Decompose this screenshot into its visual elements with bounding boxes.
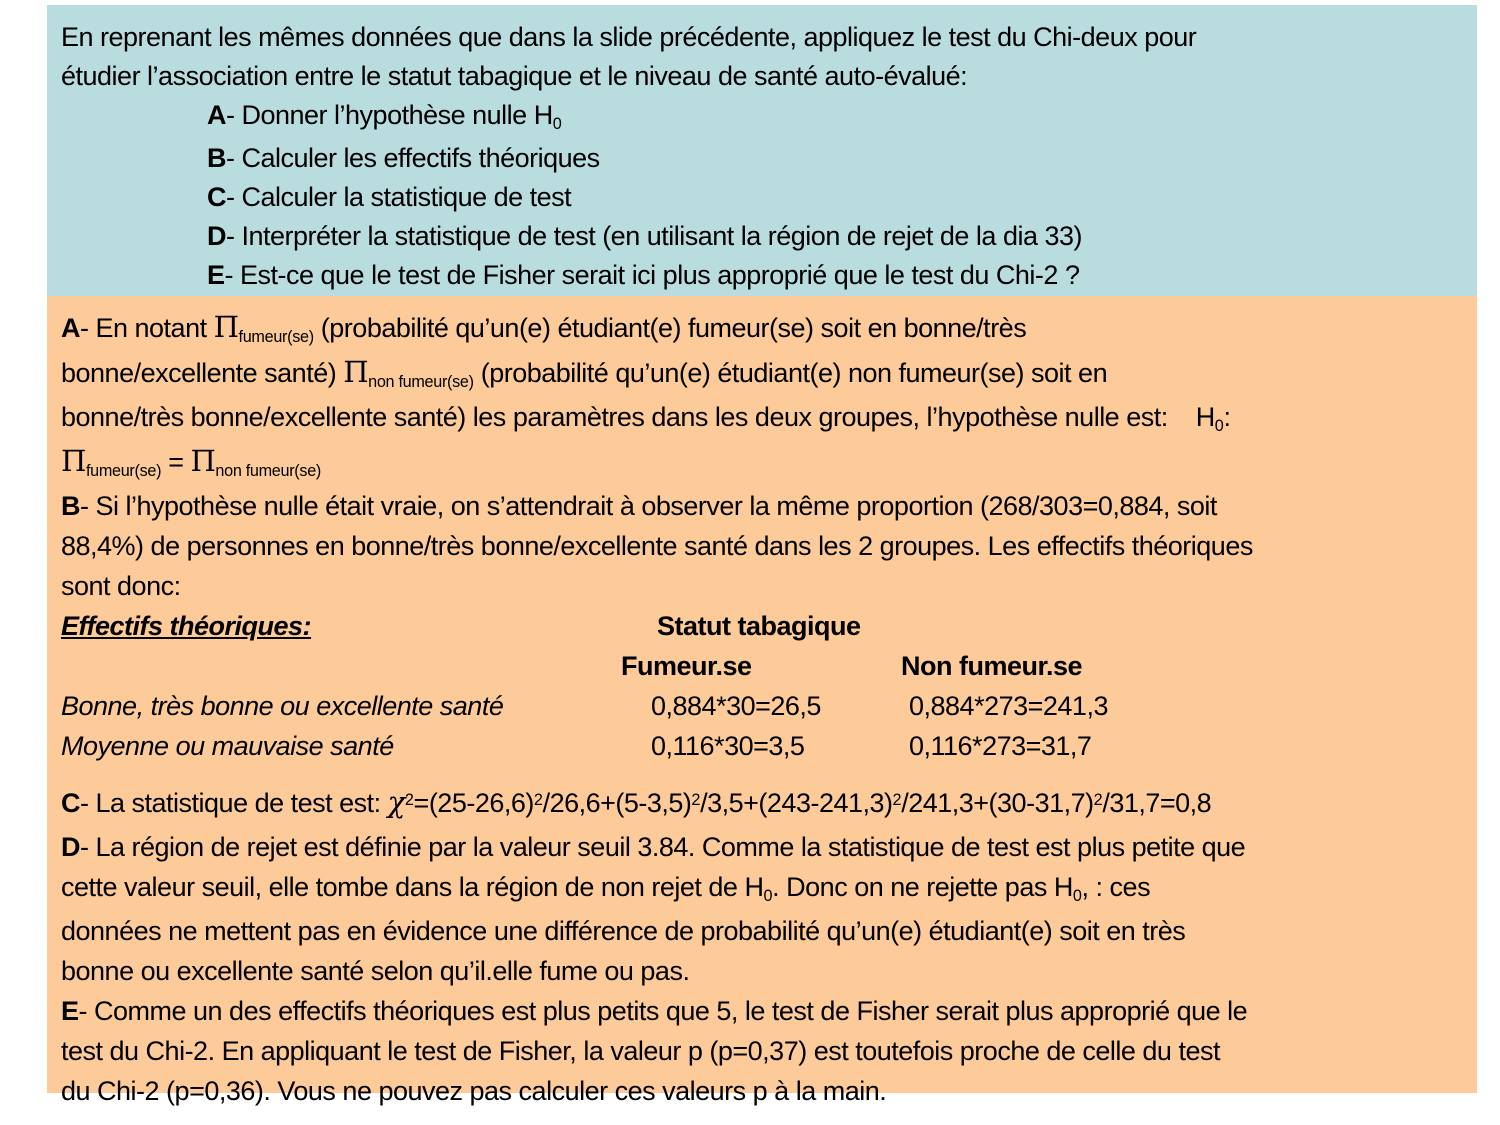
text-run: bonne/excellente santé)	[61, 358, 344, 388]
row-label: Bonne, très bonne ou excellente santé	[61, 691, 504, 721]
text-run: =(25-26,6)	[413, 788, 534, 818]
text-run: En reprenant les mêmes données que dans la slide précédente, appliquez le test du Chi-deux pour	[61, 22, 1197, 52]
text-run: - Donner l’hypothèse nulle H	[226, 100, 553, 130]
cell-fumeur: 0,116*30=3,5	[651, 731, 805, 761]
table-row	[61, 726, 1463, 766]
row-label: Moyenne ou mauvaise santé	[61, 731, 394, 761]
text-run: 0	[552, 114, 562, 133]
text-run: bonne ou excellente santé selon qu’il.elle fume ou pas.	[61, 956, 690, 986]
text-run: :	[1223, 402, 1231, 432]
cell-non-fumeur: 0,884*273=241,3	[909, 691, 1108, 721]
answer-section-a	[61, 307, 1463, 486]
text-line	[61, 782, 1463, 827]
text-run: 2	[533, 790, 543, 809]
col-header-fumeur: Fumeur.se	[621, 651, 752, 681]
text-run: - Interpréter la statistique de test (en utilisant la région de rejet de la dia 33)	[226, 221, 1082, 251]
text-run: 0	[1214, 416, 1224, 435]
text-line	[207, 96, 1463, 139]
text-line	[207, 217, 1463, 256]
text-line	[207, 256, 1463, 295]
cell-non-fumeur: 0,116*273=31,7	[909, 731, 1092, 761]
text-run: B	[207, 143, 226, 173]
text-run: Π	[343, 355, 369, 389]
text-run: - Si l’hypothèse nulle était vraie, on s’attendrait à observer la même proportion (268/303=0,884, soit	[80, 491, 1217, 521]
text-run: Π	[61, 444, 86, 478]
text-run: /241,3+(30-31,7)	[901, 788, 1094, 818]
question-items	[207, 96, 1463, 295]
text-line	[207, 178, 1463, 217]
text-line	[61, 397, 1463, 441]
table-header-row	[61, 646, 1463, 686]
text-run: . Donc on ne rejette pas H	[772, 872, 1073, 902]
text-run: fumeur(se)	[238, 327, 314, 346]
spacer	[61, 766, 1463, 782]
cell-fumeur: 0,884*30=26,5	[651, 691, 821, 721]
answer-section-c	[61, 782, 1463, 827]
question-intro	[61, 18, 1463, 96]
text-run: C	[61, 788, 80, 818]
text-run: - Comme un des effectifs théoriques est plus petits que 5, le test de Fisher serait plus approprié que le	[78, 996, 1248, 1026]
text-run: non fumeur(se)	[215, 461, 321, 480]
text-run: 0	[763, 886, 773, 905]
text-run: - Calculer la statistique de test	[226, 182, 572, 212]
text-run: non fumeur(se)	[368, 372, 474, 391]
text-run: 88,4%) de personnes en bonne/très bonne/excellente santé dans les 2 groupes. Les effectifs théoriques	[61, 531, 1253, 561]
text-line	[207, 139, 1463, 178]
text-run: test du Chi-2. En appliquant le test de Fisher, la valeur p (p=0,37) est toutefois proche de celle du test	[61, 1036, 1220, 1066]
text-line	[61, 441, 1463, 486]
text-run: /3,5+(243-241,3)	[700, 788, 893, 818]
text-run: sont donc:	[61, 571, 181, 601]
table-caption-row	[61, 606, 1463, 646]
text-line	[61, 352, 1463, 397]
expected-counts-table	[61, 606, 1463, 766]
text-line	[61, 1031, 1463, 1071]
question-box	[47, 5, 1477, 296]
text-line	[61, 57, 1463, 96]
text-run: - Calculer les effectifs théoriques	[226, 143, 600, 173]
text-run: cette valeur seuil, elle tombe dans la région de non rejet de H	[61, 872, 764, 902]
text-run: χ	[387, 785, 405, 819]
text-run: 2	[1093, 790, 1103, 809]
text-run: A	[207, 100, 226, 130]
answer-section-e	[61, 991, 1463, 1111]
text-run: données ne mettent pas en évidence une différence de probabilité qu’un(e) étudiant(e) soit en très	[61, 916, 1186, 946]
text-run: /26,6+(5-3,5)	[542, 788, 692, 818]
text-run: D	[61, 832, 80, 862]
text-run: Π	[213, 310, 239, 344]
text-line	[61, 486, 1463, 526]
text-run: (probabilité qu’un(e) étudiant(e) non fumeur(se) soit en	[473, 358, 1108, 388]
answer-section-b	[61, 486, 1463, 606]
text-line	[61, 991, 1463, 1031]
text-line	[61, 18, 1463, 57]
text-run: étudier l’association entre le statut tabagique et le niveau de santé auto-évalué:	[61, 61, 968, 91]
text-line	[61, 911, 1463, 951]
text-run: - En notant	[80, 313, 214, 343]
text-run: du Chi-2 (p=0,36). Vous ne pouvez pas calculer ces valeurs p à la main.	[61, 1076, 887, 1106]
text-run: E	[61, 996, 79, 1026]
text-run: bonne/très bonne/excellente santé) les paramètres dans les deux groupes, l’hypothèse nulle est: H	[61, 402, 1215, 432]
answer-section-d	[61, 827, 1463, 991]
text-run: 2	[892, 790, 902, 809]
text-run: C	[207, 182, 226, 212]
text-run: - La statistique de test est:	[80, 788, 388, 818]
answer-box	[47, 296, 1477, 1106]
text-line	[61, 307, 1463, 352]
text-run: B	[61, 491, 80, 521]
text-run: - La région de rejet est définie par la valeur seuil 3.84. Comme la statistique de test est plus petite que	[80, 832, 1246, 862]
text-run: (probabilité qu’un(e) étudiant(e) fumeur(se) soit en bonne/très	[313, 313, 1027, 343]
text-line	[61, 867, 1463, 911]
text-run: 0	[1072, 886, 1082, 905]
text-run: /31,7=0,8	[1102, 788, 1212, 818]
text-run: =	[161, 447, 191, 477]
text-run: fumeur(se)	[85, 461, 162, 480]
col-header-non-fumeur: Non fumeur.se	[901, 651, 1083, 681]
text-line	[61, 566, 1463, 606]
text-run: A	[61, 313, 80, 343]
table-row	[61, 686, 1463, 726]
text-line	[61, 1071, 1463, 1111]
text-run: Π	[190, 444, 216, 478]
text-line	[61, 951, 1463, 991]
table-group-header: Statut tabagique	[657, 611, 861, 641]
text-run: - Est-ce que le test de Fisher serait ici plus approprié que le test du Chi-2 ?	[224, 260, 1080, 290]
text-line	[61, 526, 1463, 566]
text-run: E	[207, 260, 225, 290]
text-run: 2	[404, 790, 414, 809]
table-caption: Effectifs théoriques:	[61, 611, 312, 641]
text-run: 2	[691, 790, 701, 809]
text-run: , : ces	[1081, 872, 1151, 902]
text-line	[61, 827, 1463, 867]
text-run: D	[207, 221, 226, 251]
